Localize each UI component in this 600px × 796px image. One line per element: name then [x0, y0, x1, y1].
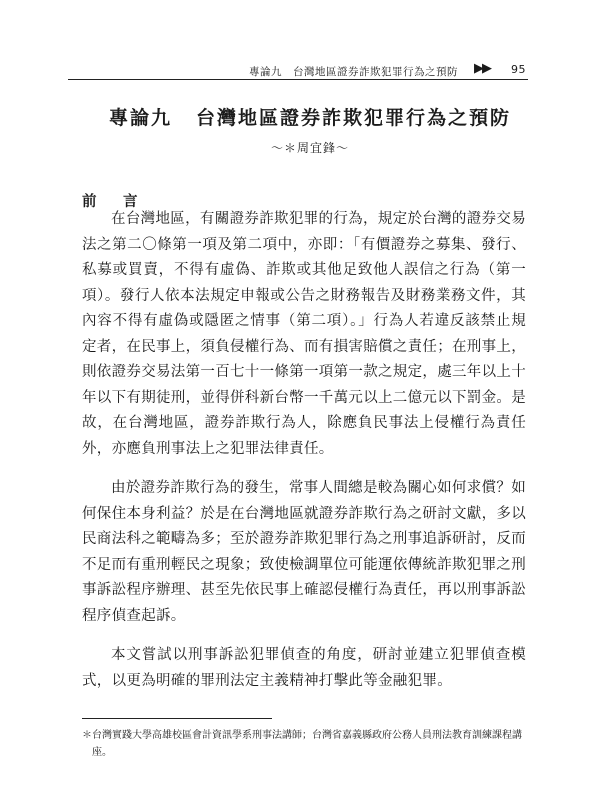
double-arrow-icon: ▶▶: [474, 61, 490, 76]
page-title: [60, 103, 560, 130]
page-number: 95: [511, 63, 526, 76]
running-header: [68, 58, 528, 80]
paragraph: 本文嘗試以刑事訴訟犯罪偵查的角度，研討並建立犯罪偵查模式，以更為明確的罪刑法定主義精神打擊此等金融犯罪。: [82, 647, 526, 689]
paragraph: 在台灣地區，有關證券詐欺犯罪的行為，規定於台灣的證券交易法之第二〇條第一項及第二項中，亦即：「有價證券之募集、發行、私募或買賣，不得有虛偽、詐欺或其他足致他人誤信之行為（第一項）。發行人依本法規定申報或公告之財務報告及財務業務文件，其內容不得有虛偽或隱匿之情事（第二項）。」行為人若違反該禁止規定者，在民事上，須負侵權行為、而有損害賠償之責任；在刑事上，則依證券交易法第一百七十一條第一項第一款之規定，處三年以上十年以下有期徒刑，並得併科新台幣一千萬元以上二億元以下罰金。是故，在台灣地區，證券詐欺行為人，除應負民事法上侵權行為責任外，亦應負刑事法上之犯罪法律責任。: [82, 211, 526, 457]
header-rule: [68, 79, 528, 80]
section-heading: 前 言: [82, 193, 144, 210]
paragraph: 由於證券詐欺行為的發生，常事人間總是較為關心如何求償？如何保住本身利益？於是在台灣地區就證券詐欺行為之研討文獻，多以民商法科之範疇為多；至於證券詐欺犯罪行為之刑事追訴研討，反而不足而有重刑輕民之現象；致使檢調單位可能運依傳統詐欺犯罪之刑事訴訟程序辦理、甚至先依民事上確認侵權行為責任，再以刑事訴訟程序偵查起訴。: [82, 480, 526, 624]
author-line: ～＊周宜鋒～: [270, 141, 349, 155]
body-text: [82, 207, 526, 708]
footnote: ＊台灣實踐大學高雄校區會計資訊學系刑事法講師；台灣省嘉義縣政府公務人員刑法教育訓練課程講座。: [82, 730, 522, 758]
chapter-label: 專論九: [108, 107, 172, 129]
title-text: 台灣地區證券詐欺犯罪行為之預防: [196, 107, 512, 129]
footnote-rule: [82, 718, 272, 719]
running-title: 專論九 台灣地區證券詐欺犯罪行為之預防: [249, 66, 458, 78]
